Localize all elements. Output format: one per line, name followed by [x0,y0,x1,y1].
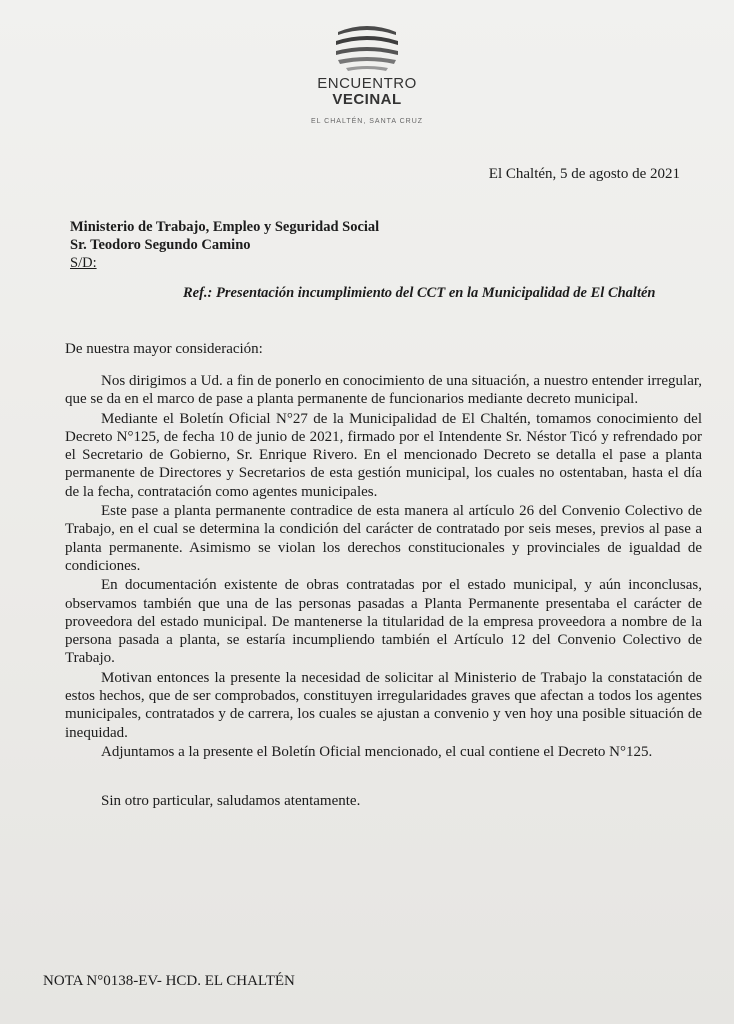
encuentro-vecinal-logo-icon [332,22,402,72]
addressee-organization: Ministerio de Trabajo, Empleo y Seguridad Social [70,219,380,235]
logo-tagline: EL CHALTÉN, SANTA CRUZ [310,118,424,125]
greeting: De nuestra mayor consideración: [65,341,263,357]
footer-note: NOTA N°0138-EV- HCD. EL CHALTÉN [43,973,295,989]
logo-line-1: ENCUENTRO [317,75,417,92]
body-paragraph: Este pase a planta permanente contradice de esta manera al artículo 26 del Convenio Colectivo de Trabajo, en el cual se determina la condición del carácter de contratado por seis meses, previos al pase a planta permanente. Asimismo se violan los derechos constitucionales y provinciales de igualdad de condiciones. [65,503,702,574]
reference-line: Ref.: Presentación incumplimiento del CCT en la Municipalidad de El Chaltén [183,285,656,301]
logo-line-2: VECINAL [332,91,402,108]
body-paragraph: En documentación existente de obras contratadas por el estado municipal, y aún inconclusas, observamos también que una de las personas pasadas a Planta Permanente presentaba el carácter de proveedora del estado municipal. De mantenerse la titularidad de la empresa proveedora a nombre de la persona pasada a planta, se estaría incumpliendo también el Artículo 12 del Convenio Colectivo de Trabajo. [65,577,702,667]
letter-date: El Chaltén, 5 de agosto de 2021 [488,166,680,182]
addressee-block [70,218,379,272]
letterhead-logo [300,22,434,125]
body-paragraph: Nos dirigimos a Ud. a fin de ponerlo en conocimiento de una situación, a nuestro entender irregular, que se da en el marco de pase a planta permanente de funcionarios mediante decreto municipal. [65,373,702,408]
closing-line: Sin otro particular, saludamos atentamente. [101,793,361,809]
body-paragraph: Adjuntamos a la presente el Boletín Oficial mencionado, el cual contiene el Decreto N°125. [101,743,653,760]
body-paragraph: Motivan entonces la presente la necesidad de solicitar al Ministerio de Trabajo la constatación de estos hechos, que de ser comprobados, constituyen irregularidades graves que afectan a todos los agentes municipales, contratados y de carrera, los cuales se ajustan a convenio y ven hoy una posible situación de inequidad. [65,669,702,741]
addressee-sd: S/D: [70,255,97,271]
letter-body [65,372,702,761]
addressee-person: Sr. Teodoro Segundo Camino [70,237,251,253]
body-paragraph: Mediante el Boletín Oficial N°27 de la Municipalidad de El Chaltén, tomamos conocimiento del Decreto N°125, de fecha 10 de junio de 2021, firmado por el Intendente Sr. Néstor Ticó y refrendado por el Secretario de Gobierno, Sr. Enrique Rivero. En el mencionado Decreto se detalla el pase a planta permanente de Directores y Secretarios de esta gestión municipal, los cuales no ostentaban, hasta el día de la fecha, contratación como agentes municipales. [65,410,702,500]
